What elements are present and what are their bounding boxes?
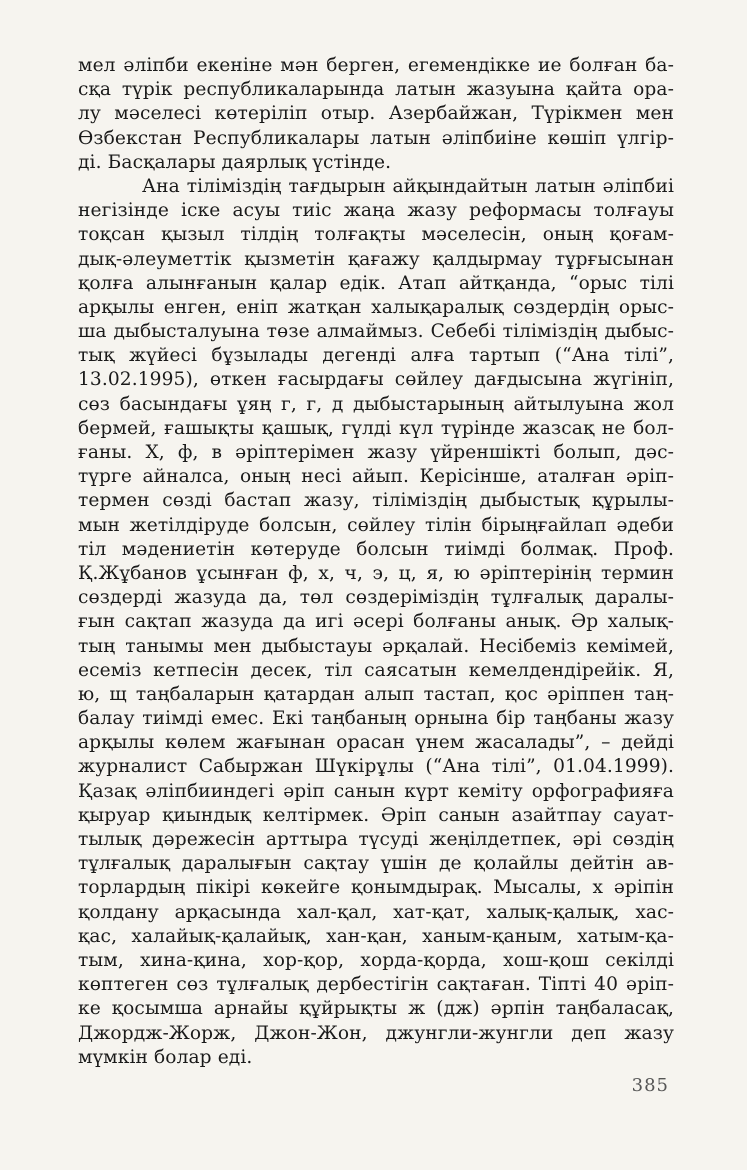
text-line: торлардың пікірі көкейге қонымдырақ. Мысалы, х әріпін [78,877,674,899]
text-line: тіл мәдениетін көтеруде болсын тиімді болмақ. Проф. [78,538,674,560]
text-line: түрге айналса, оның несі айып. Керісінше, аталған әріп- [78,466,674,488]
text-line: Қазақ әліпбииндегі әріп санын күрт кеміту орфографияға [78,780,674,802]
text-line: тоқсан қызыл тілдің толғақты мәселесін, оның қоғам- [78,224,674,246]
text-line: тылық дәрежесін арттыра түсуді жеңілдетпек, әрі сөздің [78,829,674,850]
text-line: сқа түрік республикаларында латын жазуына қайта ора- [78,79,674,101]
text-line: Қ.Жұбанов ұсынған ф, х, ч, э, ц, я, ю әріптерінің термин [78,562,674,584]
text-line: Джордж-Жорж, Джон-Жон, джунгли-жунгли деп жазу [78,1022,674,1044]
paragraph-first-line: Ана тіліміздің тағдырын айқындайтын латын әліпбиі [142,175,674,197]
body-text [78,54,674,1070]
text-line: негізінде іске асуы тиіс жаңа жазу реформасы толғауы [78,200,674,222]
text-line: тым, хина-қина, хор-қор, хорда-қорда, хош-қош секілді [78,949,674,971]
text-line: көптеген сөз тұлғалық дербестігін сақтаған. Тіпті 40 әріп- [78,974,674,996]
text-line: ғаны. Х, ф, в әріптерімен жазу үйреншікті болып, дәс- [78,442,674,463]
text-line: мел әліпби екеніне мән берген, егемендікке ие болған ба- [78,55,674,76]
text-line: тың танымы мен дыбыстауы әрқалай. Несібеміз кемімей, [78,635,674,657]
paragraph-end-line: мүмкін болар еді. [78,1046,253,1068]
text-line: термен сөзді бастап жазу, тіліміздің дыбыстық құрылы- [78,490,674,512]
text-line: қолдану арқасында хал-қал, хат-қат, халық-қалық, хас- [78,901,674,923]
text-line: арқылы көлем жағынан орасан үнем жасалады”, – дейді [78,732,674,754]
text-line: 13.02.1995), өткен ғасырдағы сөйлеу дағдысына жүгініп, [78,369,674,391]
text-line: қас, халайық-қалайық, хан-қан, ханым-қаным, хатым-қа- [78,925,674,947]
page-number: 385 [631,1075,669,1096]
text-line: қыруар қиындық келтірмек. Әріп санын азайтпау сауат- [78,804,674,826]
text-line: қолға алынғанын қалар едік. Атап айтқанда, “орыс тілі [78,272,674,294]
text-line: балау тиімді емес. Екі таңбаның орнына бір таңбаны жазу [78,708,674,730]
text-line: ғын сақтап жазуда да игі әсері болғаны анық. Әр халық- [78,611,674,633]
text-line: есеміз кетпесін десек, тіл саясатын кемелдендірейік. Я, [78,659,674,681]
text-line: тық жүйесі бұзылады дегенді алға тартып (“Ана тілі”, [78,345,674,367]
text-line: арқылы енген, еніп жатқан халықаралық сөздердің орыс- [78,296,674,318]
text-line: мын жетілдіруде болсын, сөйлеу тілін бірыңғайлап әдеби [78,514,674,536]
paragraph-end-line: ді. Басқалары даярлық үстінде. [78,151,392,173]
text-line: сөздерді жазуда да, төл сөздеріміздің тұлғалық даралы- [78,587,674,609]
text-line: бермей, ғашықты қашық, гүлді күл түрінде жазсақ не бол- [78,417,674,439]
text-line: лу мәселесі көтеріліп отыр. Азербайжан, Түрікмен мен [78,103,674,125]
text-line: ша дыбысталуына төзе алмаймыз. Себебі тіліміздің дыбыс- [78,321,674,343]
text-line: журналист Сабыржан Шүкірұлы (“Ана тілі”, 01.04.1999). [78,756,674,778]
text-line: ке қосымша арнайы құйрықты ж (дж) әрпін таңбаласақ, [78,998,674,1020]
text-line: ю, щ таңбаларын қатардан алып тастап, қос әріппен таң- [78,683,674,705]
text-line: тұлғалық даралығын сақтау үшін де қолайлы дейтін ав- [78,853,674,875]
text-line: Өзбекстан Республикалары латын әліпбиіне көшіп үлгір- [78,127,674,149]
text-line: сөз басындағы ұяң г, г, д дыбыстарының айтылуына жол [78,393,674,415]
text-line: дық-әлеуметтік қызметін қағажу қалдырмау тұрғысынан [78,248,674,270]
